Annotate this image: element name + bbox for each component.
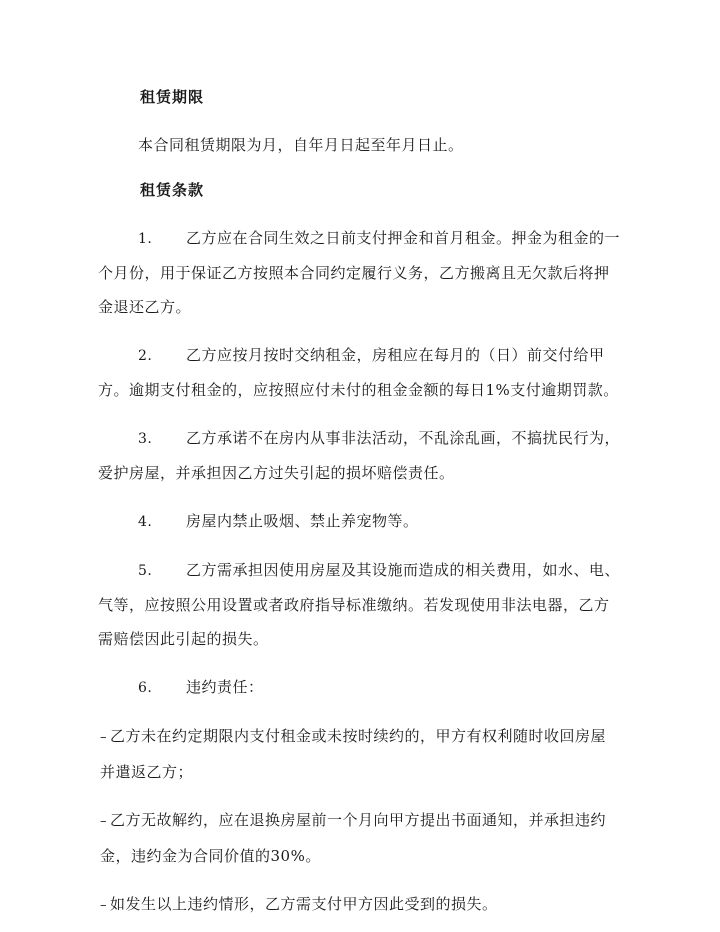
clause-3 [98, 421, 621, 490]
dash-marker: – [100, 898, 107, 913]
lease-term-heading: 租赁期限 [140, 88, 205, 106]
clause-number: 4. [138, 514, 153, 530]
clause-4 [138, 504, 620, 539]
breach-item-text: 乙方未在约定期限内支付租金或未按时续约的，甲方有权利随时收回房屋并遣返乙方； [100, 727, 607, 781]
clause-2 [98, 338, 620, 407]
clause-text: 乙方需承担因使用房屋及其设施而造成的相关费用，如水、电、气等，应按照公用设置或者政府指导标准缴纳。若发现使用非法电器，乙方需赔偿因此引起的损失。 [98, 561, 621, 648]
clause-number: 3. [138, 431, 153, 447]
lease-term-text: 本合同租赁期限为月，自年月日起至年月日止。 [138, 136, 464, 154]
breach-item-2 [100, 803, 620, 873]
clause-text: 违约责任： [186, 678, 264, 696]
clause-text: 房屋内禁止吸烟、禁止养宠物等。 [186, 512, 419, 530]
dash-marker: – [100, 730, 107, 745]
clause-number: 5. [138, 563, 153, 579]
breach-item-text: 乙方无故解约，应在退换房屋前一个月向甲方提出书面通知，并承担违约金，违约金为合同价值的30%。 [100, 811, 607, 865]
clause-text: 乙方应在合同生效之日前支付押金和首月租金。押金为租金的一个月份，用于保证乙方按照本合同约定履行义务，乙方搬离且无欠款后将押金退还乙方。 [98, 229, 621, 316]
clause-6 [138, 670, 620, 705]
clause-text: 乙方应按月按时交纳租金，房租应在每月的（日）前交付给甲方。逾期支付租金的，应按照应付未付的租金金额的每日1%支付逾期罚款。 [98, 346, 619, 399]
clause-5 [98, 553, 621, 656]
clause-1 [98, 221, 621, 324]
clause-number: 6. [138, 680, 153, 696]
clause-number: 2. [138, 348, 153, 364]
clause-text: 乙方承诺不在房内从事非法活动，不乱涂乱画，不搞扰民行为，爱护房屋，并承担因乙方过失引起的损坏赔偿责任。 [98, 429, 621, 482]
breach-item-1 [100, 719, 620, 789]
breach-item-3 [100, 887, 620, 923]
dash-marker: – [100, 814, 107, 829]
lease-clauses-heading: 租赁条款 [140, 181, 205, 199]
clause-number: 1. [138, 231, 153, 247]
breach-item-text: 如发生以上违约情形，乙方需支付甲方因此受到的损失。 [110, 895, 498, 913]
